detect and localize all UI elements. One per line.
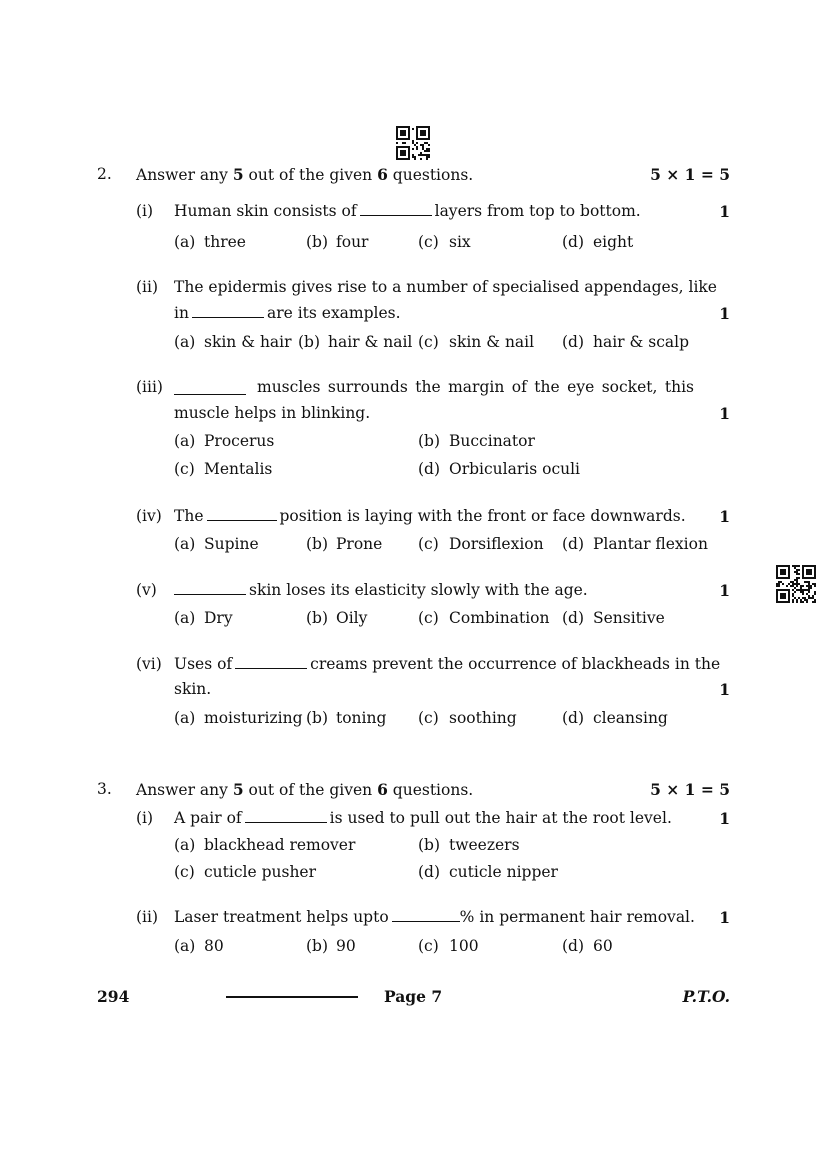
sub-question-text-line2: muscle helps in blinking. (174, 404, 371, 422)
option-label: (b) (306, 233, 329, 251)
sub-question-text (174, 581, 588, 599)
option-label: (c) (418, 535, 439, 553)
option-text: Supine (204, 535, 259, 553)
option-text: Prone (336, 535, 383, 553)
option-text: cleansing (593, 709, 668, 727)
answer-blank (392, 920, 460, 922)
option-text: three (204, 233, 246, 251)
instruction-text: out of the given (243, 166, 378, 184)
instruction-total: 6 (377, 165, 388, 184)
sub-question-mark: 1 (719, 809, 730, 828)
option-text: Mentalis (204, 460, 273, 478)
sub-question-text (174, 809, 672, 827)
sub-question-label: (i) (136, 202, 154, 220)
sub-question-mark: 1 (719, 304, 730, 323)
option-label: (c) (418, 609, 439, 627)
answer-blank (174, 393, 246, 395)
option-label: (a) (174, 432, 196, 450)
sub-question-label: (iii) (136, 378, 163, 396)
answer-blank (360, 214, 432, 216)
question-marks: 5 × 1 = 5 (650, 165, 730, 184)
option-label: (a) (174, 937, 196, 955)
option-label: (c) (174, 460, 195, 478)
option-text: Dorsiflexion (449, 535, 544, 553)
sub-question-label: (ii) (136, 278, 159, 296)
sub-question-text-line2 (174, 304, 401, 322)
option-text: Buccinator (449, 432, 535, 450)
option-label: (d) (562, 937, 585, 955)
question-text: muscles surrounds the margin of the eye socket, this (257, 378, 694, 396)
sub-question-text: The epidermis gives rise to a number of specialised appendages, like (174, 278, 717, 296)
page-number: Page 7 (384, 987, 443, 1006)
qr-code-top (396, 126, 430, 160)
sub-question-text-line2: skin. (174, 680, 212, 698)
question-text: are its examples. (266, 304, 401, 322)
sub-question-label: (v) (136, 581, 157, 599)
question-instruction (136, 780, 473, 799)
option-text: hair & scalp (593, 333, 689, 351)
sub-question-label: (i) (136, 809, 154, 827)
instruction-text: out of the given (243, 781, 378, 799)
qr-code-side (776, 565, 816, 603)
option-label: (d) (562, 535, 585, 553)
option-label: (d) (562, 709, 585, 727)
answer-blank (235, 667, 307, 669)
question-text: position is laying with the front or face downwards. (279, 507, 686, 525)
sub-question-label: (iv) (136, 507, 162, 525)
question-text: The (174, 507, 204, 525)
option-label: (d) (562, 609, 585, 627)
question-text: A pair of (174, 809, 242, 827)
option-label: (b) (298, 333, 321, 351)
option-text: tweezers (449, 836, 520, 854)
instruction-text: Answer any (136, 781, 233, 799)
question-text: Uses of (174, 655, 233, 673)
sub-question-text (174, 507, 686, 525)
sub-question-label: (vi) (136, 655, 162, 673)
option-text: 80 (204, 937, 224, 955)
question-text: is used to pull out the hair at the root level. (329, 809, 672, 827)
option-text: blackhead remover (204, 836, 356, 854)
sub-question-mark: 1 (719, 202, 730, 221)
instruction-total: 6 (377, 780, 388, 799)
option-text: eight (593, 233, 634, 251)
option-text: 60 (593, 937, 613, 955)
option-label: (c) (418, 333, 439, 351)
question-number: 3. (97, 780, 112, 798)
question-text: in (174, 304, 189, 322)
question-text: Human skin consists of (174, 202, 357, 220)
option-label: (b) (306, 535, 329, 553)
sub-question-text (174, 655, 720, 673)
sub-question-mark: 1 (719, 581, 730, 600)
option-label: (b) (418, 836, 441, 854)
option-text: four (336, 233, 369, 251)
question-number: 2. (97, 165, 112, 183)
sub-question-mark: 1 (719, 404, 730, 423)
option-text: hair & nail (328, 333, 413, 351)
option-text: cuticle pusher (204, 863, 317, 881)
option-label: (c) (418, 937, 439, 955)
option-text: soothing (449, 709, 517, 727)
option-text: Combination (449, 609, 550, 627)
option-text: skin & nail (449, 333, 535, 351)
sub-question-mark: 1 (719, 507, 730, 526)
sub-question-text (174, 908, 695, 926)
option-label: (c) (174, 863, 195, 881)
option-text: Sensitive (593, 609, 665, 627)
footer-rule (226, 996, 358, 998)
question-text: Laser treatment helps upto (174, 908, 389, 926)
answer-blank (174, 593, 246, 595)
question-text: skin loses its elasticity slowly with the age. (249, 581, 588, 599)
option-text: 100 (449, 937, 479, 955)
question-marks: 5 × 1 = 5 (650, 780, 730, 799)
instruction-text: Answer any (136, 166, 233, 184)
option-label: (d) (562, 333, 585, 351)
sub-question-mark: 1 (719, 908, 730, 927)
question-text: creams prevent the occurrence of blackheads in the (310, 655, 721, 673)
option-label: (c) (418, 233, 439, 251)
option-label: (a) (174, 535, 196, 553)
option-text: moisturizing (204, 709, 303, 727)
instruction-count: 5 (232, 780, 244, 799)
sub-question-text (174, 202, 641, 220)
option-label: (a) (174, 709, 196, 727)
option-label: (d) (562, 233, 585, 251)
option-label: (b) (418, 432, 441, 450)
option-label: (a) (174, 609, 196, 627)
instruction-text: questions. (387, 781, 474, 799)
option-text: 90 (336, 937, 356, 955)
option-text: Procerus (204, 432, 275, 450)
sub-question-mark: 1 (719, 680, 730, 699)
sub-question-text (174, 378, 694, 396)
option-label: (a) (174, 836, 196, 854)
instruction-text: questions. (387, 166, 474, 184)
option-text: Dry (204, 609, 233, 627)
option-label: (c) (418, 709, 439, 727)
option-text: Orbicularis oculi (449, 460, 581, 478)
option-label: (b) (306, 709, 329, 727)
option-text: cuticle nipper (449, 863, 558, 881)
option-text: toning (336, 709, 387, 727)
option-label: (a) (174, 333, 196, 351)
option-label: (b) (306, 937, 329, 955)
answer-blank (207, 519, 277, 521)
question-text: layers from top to bottom. (434, 202, 641, 220)
answer-blank (245, 821, 327, 823)
option-label: (d) (418, 460, 441, 478)
option-label: (d) (418, 863, 441, 881)
instruction-count: 5 (232, 165, 244, 184)
option-text: Plantar flexion (593, 535, 708, 553)
option-label: (a) (174, 233, 196, 251)
answer-blank (192, 316, 264, 318)
sub-question-label: (ii) (136, 908, 159, 926)
question-text: % in permanent hair removal. (459, 908, 695, 926)
option-text: skin & hair (204, 333, 292, 351)
pto-label: P.T.O. (682, 987, 730, 1006)
option-text: six (449, 233, 471, 251)
option-label: (b) (306, 609, 329, 627)
option-text: Oily (336, 609, 368, 627)
question-instruction (136, 165, 473, 184)
paper-code: 294 (97, 987, 130, 1006)
